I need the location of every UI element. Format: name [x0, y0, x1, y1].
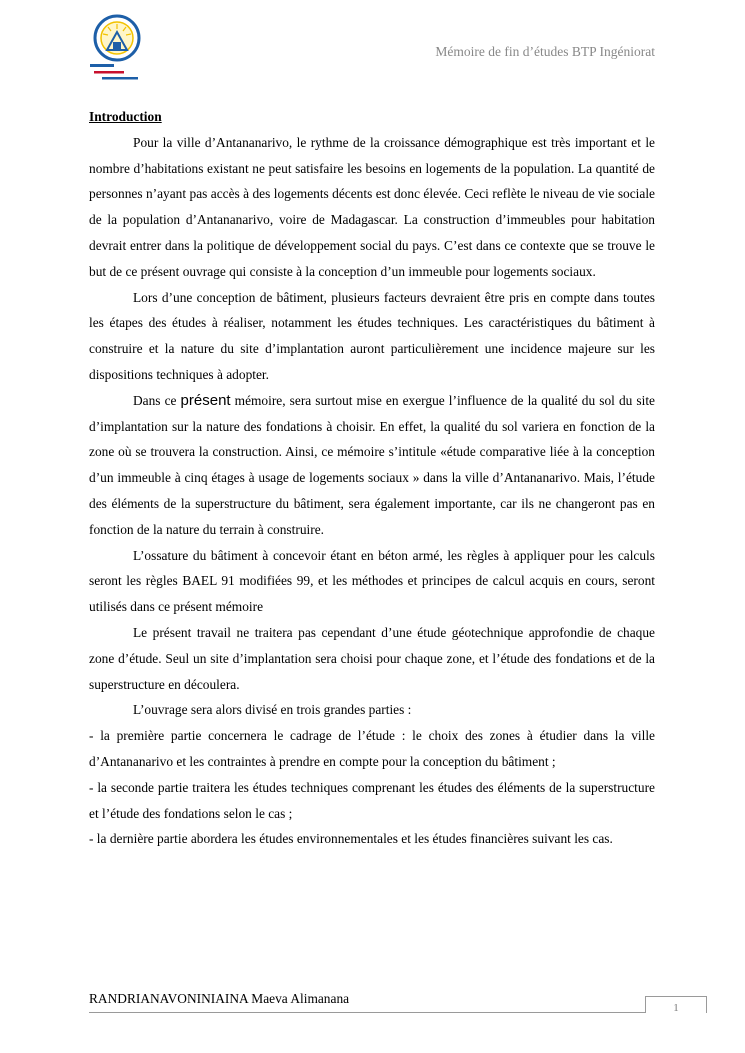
list-item: - la dernière partie abordera les études environnementales et les études financières suivant les cas. — [89, 831, 613, 847]
paragraph — [89, 388, 655, 543]
section-heading: Introduction — [89, 109, 162, 124]
paragraph: Pour la ville d’Antananarivo, le rythme de la croissance démographique est très important et le nombre d’habitations existant ne peut satisfaire les besoins en logements de la population. La quantité de personnes n’ayant pas accès à des logements décents est donc élevée. Ceci reflète le niveau de vie sociale de la population d’Antananarivo, voire de Madagascar. La construction d’immeubles pour habitation devrait entrer dans la politique de développement social du pays. C’est dans ce contexte que se trouve le but de ce présent ouvrage qui consiste à la conception d’un immeuble pour logements sociaux. — [89, 134, 655, 279]
list-item: - la seconde partie traitera les études techniques comprenant les études des éléments de la superstructure et l’étude des fondations selon le cas ; — [89, 779, 655, 821]
paragraph-text: Dans ce — [133, 392, 181, 408]
document-body — [89, 104, 655, 852]
footer-author: RANDRIANAVONINIAINA Maeva Alimanana — [89, 991, 350, 1006]
paragraph: L’ouvrage sera alors divisé en trois grandes parties : — [133, 702, 412, 718]
school-logo — [86, 14, 148, 90]
paragraph: Le présent travail ne traitera pas cependant d’une étude géotechnique approfondie de chaque zone d’étude. Seul un site d’implantation sera choisi pour chaque zone, et l’étude des fondations et de la superstructure en découlera. — [89, 624, 655, 692]
paragraph: L’ossature du bâtiment à concevoir étant en béton armé, les règles à appliquer pour les calculs seront les règles BAEL 91 modifiées 99, et les méthodes et principes de calcul acquis en cours, seront utilisés dans ce présent mémoire — [89, 547, 655, 615]
emphasized-word: présent — [180, 391, 231, 409]
footer-rule — [89, 1012, 706, 1013]
list-item: - la première partie concernera le cadrage de l’étude : le choix des zones à étudier dans la ville d’Antananarivo et les contraintes à prendre en compte pour la conception du bâtiment ; — [89, 728, 655, 769]
document-header-title: Mémoire de fin d’études BTP Ingéniorat — [435, 44, 655, 59]
page-number: 1 — [645, 996, 707, 1013]
paragraph: Lors d’une conception de bâtiment, plusieurs facteurs devraient être pris en compte dans toutes les étapes des études à réaliser, notamment les études techniques. Les caractéristiques du bâtiment à construire et la nature du site d’implantation auront particulièrement une incidence majeure sur les dispositions techniques à adopter. — [89, 289, 655, 382]
paragraph-text: mémoire, sera surtout mise en exergue l’influence de la qualité du sol du site d’implantation sur la nature des fondations à choisir. En effet, la qualité du sol variera en fonction de la zone où se trouvera la construction. Ainsi, ce mémoire s’intitule «étude comparative liée à la conception d’un immeuble à cinq étages à usage de logements sociaux » dans la ville d’Antananarivo. Mais, l’étude des éléments de la superstructure du bâtiment, sera également importante, car ils ne changeront pas en fonction de la nature du terrain à construire. — [89, 392, 655, 537]
